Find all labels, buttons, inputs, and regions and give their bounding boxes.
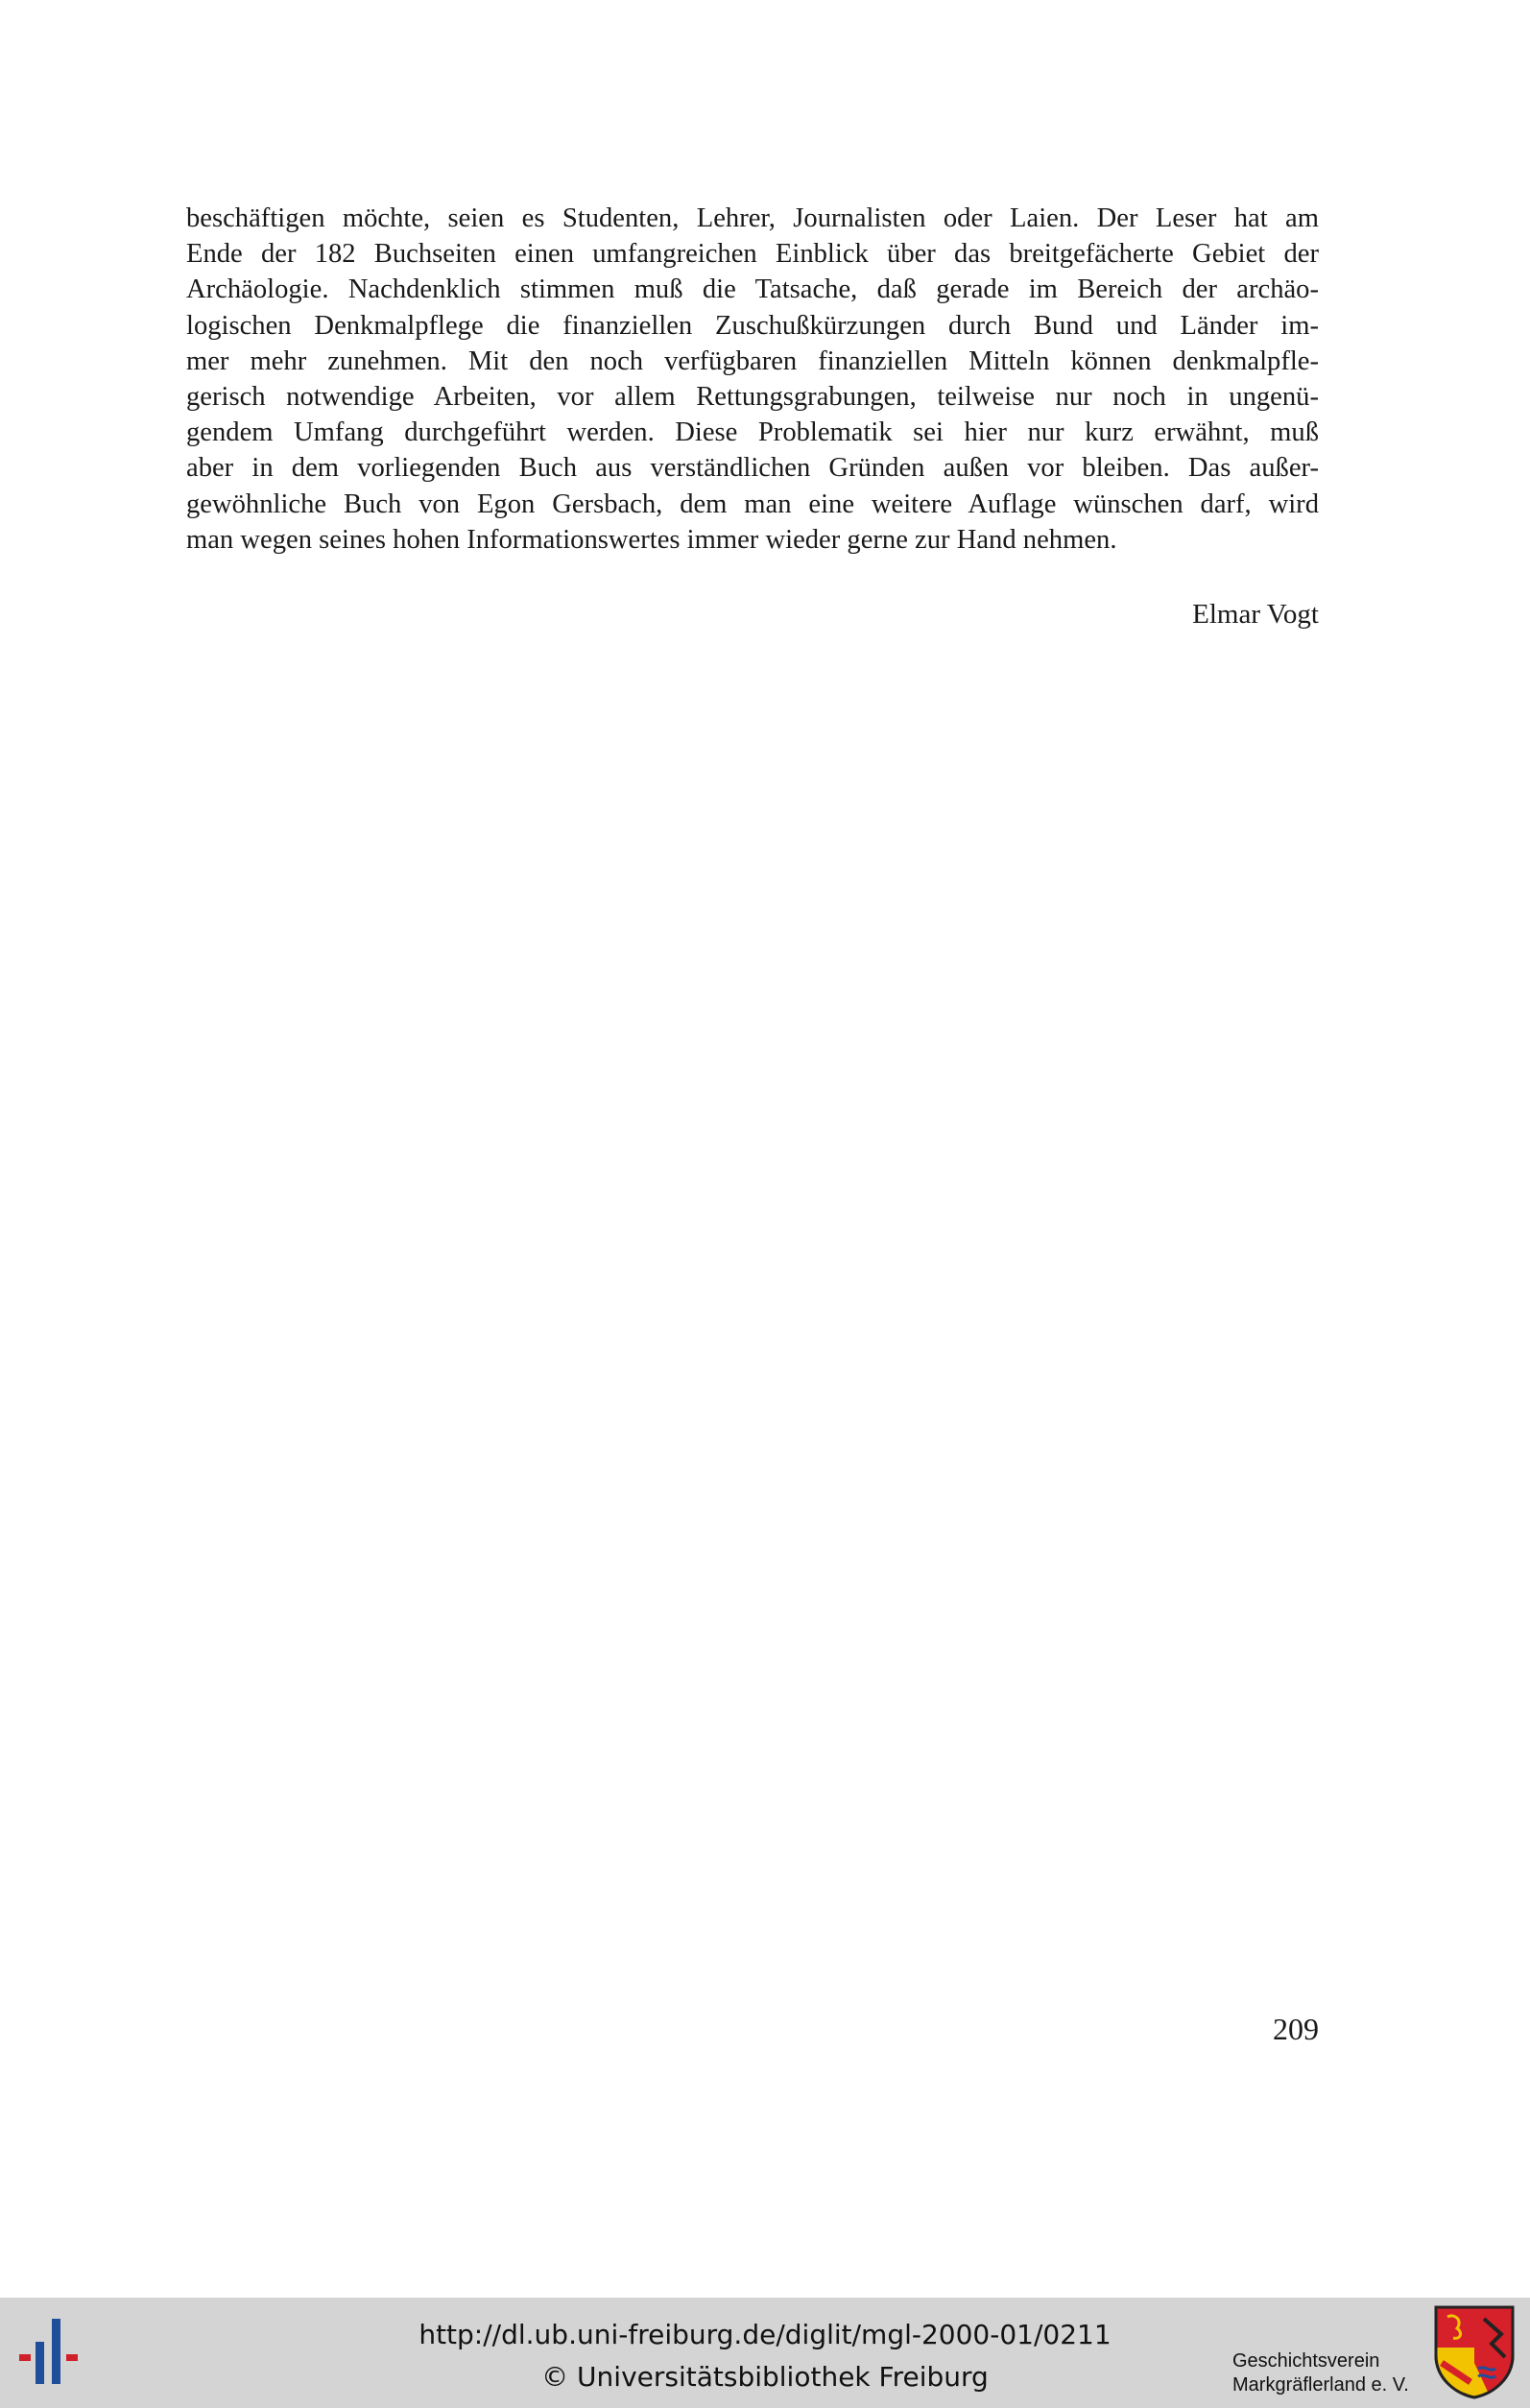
text-line: beschäftigen möchte, seien es Studenten, Lehrer, Journalisten oder Laien. Der Leser hat am [186,203,1319,233]
text-line: gerisch notwendige Arbeiten, vor allem Rettungsgrabungen, teilweise nur noch in ungenü- [186,381,1319,412]
society-name [1232,2349,1409,2397]
page-number: 209 [1273,2012,1319,2046]
text-line: aber in dem vorliegenden Buch aus verständlichen Gründen außen vor bleiben. Das außer- [186,453,1319,484]
review-paragraph [186,201,1319,558]
text-line: Archäologie. Nachdenklich stimmen muß die Tatsache, daß gerade im Bereich der archäo- [186,274,1319,305]
text-line: gewöhnliche Buch von Egon Gersbach, dem man eine weitere Auflage wünschen darf, wird [186,489,1319,519]
text-line: logischen Denkmalpflege die finanziellen Zuschußkürzungen durch Bund und Länder im- [186,310,1319,341]
text-line: man wegen seines hohen Informationswertes immer wieder gerne zur Hand nehmen. [186,524,1117,555]
text-line: Ende der 182 Buchseiten einen umfangreichen Einblick über das breitgefächerte Gebiet der [186,239,1319,270]
text-line: gendem Umfang durchgeführt werden. Diese Problematik sei hier nur kurz erwähnt, muß [186,417,1319,448]
source-url-link[interactable]: http://dl.ub.uni-freiburg.de/diglit/mgl-2000-01/0211 [418,2319,1112,2350]
society-name-line: Markgräflerland e. V. [1232,2374,1409,2396]
footer-bar [0,2298,1530,2408]
author-signature: Elmar Vogt [1192,599,1319,630]
text-line: mer mehr zunehmen. Mit den noch verfügbaren finanziellen Mitteln können denkmalpfle- [186,346,1319,376]
copyright-notice: © Universitätsbibliothek Freiburg [541,2361,989,2393]
society-name-line: Geschichtsverein [1232,2350,1380,2372]
coat-of-arms-icon[interactable] [1434,2305,1515,2399]
